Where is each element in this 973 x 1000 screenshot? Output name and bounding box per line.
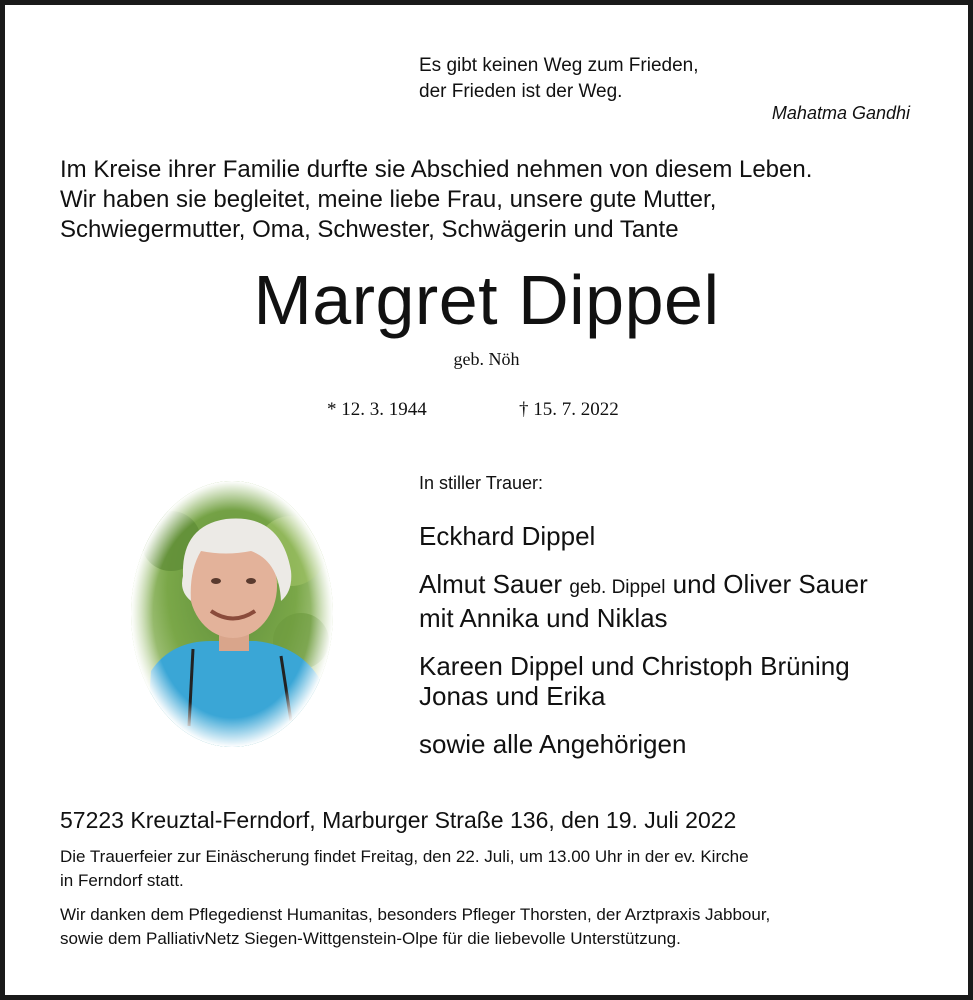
mourner-children-sauer: mit Annika und Niklas bbox=[419, 603, 668, 633]
birth-date: * 12. 3. 1944 bbox=[327, 399, 427, 420]
intro-text bbox=[60, 155, 910, 245]
thanks-note bbox=[60, 903, 930, 951]
address-date: 57223 Kreuztal-Ferndorf, Marburger Straße 136, den 19. Juli 2022 bbox=[60, 807, 737, 833]
quote-line-2: der Frieden ist der Weg. bbox=[419, 81, 623, 102]
mourner-relatives: sowie alle Angehörigen bbox=[419, 729, 687, 759]
mourner-almut-name: Almut Sauer bbox=[419, 569, 563, 599]
birth-name: geb. Nöh bbox=[453, 349, 520, 369]
mourner-almut-maiden: geb. Dippel bbox=[569, 577, 666, 598]
ceremony-line-2: in Ferndorf statt. bbox=[60, 871, 184, 890]
quote-line-1: Es gibt keinen Weg zum Frieden, bbox=[419, 55, 699, 76]
quote-author: Mahatma Gandhi bbox=[771, 103, 910, 123]
intro-line-2: Wir haben sie begleitet, meine liebe Frau, unsere gute Mutter, bbox=[60, 186, 717, 213]
intro-line-3: Schwiegermutter, Oma, Schwester, Schwägerin und Tante bbox=[60, 216, 679, 243]
mourning-label: In stiller Trauer: bbox=[419, 473, 544, 493]
thanks-line-1: Wir danken dem Pflegedienst Humanitas, besonders Pfleger Thorsten, der Arztpraxis Jabbour, bbox=[60, 905, 771, 924]
quote bbox=[419, 53, 699, 105]
deceased-name: Margret Dippel bbox=[253, 261, 720, 339]
mourner-eckhard: Eckhard Dippel bbox=[419, 521, 596, 551]
ceremony-line-1: Die Trauerfeier zur Einäscherung findet Freitag, den 22. Juli, um 13.00 Uhr in der ev. Kirche bbox=[60, 847, 749, 866]
mourner-children-dippel: Jonas und Erika bbox=[419, 681, 606, 711]
portrait-photo bbox=[131, 481, 333, 747]
mourner-kareen: Kareen Dippel und Christoph Brüning bbox=[419, 651, 850, 681]
mourner-almut bbox=[419, 569, 939, 603]
mourner-oliver: und Oliver Sauer bbox=[672, 569, 868, 599]
portrait-illustration bbox=[131, 481, 333, 747]
mourners-list bbox=[419, 521, 939, 759]
ceremony-info bbox=[60, 845, 930, 893]
thanks-line-2: sowie dem PalliativNetz Siegen-Wittgenstein-Olpe für die liebevolle Unterstützung. bbox=[60, 929, 681, 948]
intro-line-1: Im Kreise ihrer Familie durfte sie Abschied nehmen von diesem Leben. bbox=[60, 156, 813, 183]
death-date: † 15. 7. 2022 bbox=[519, 399, 619, 420]
